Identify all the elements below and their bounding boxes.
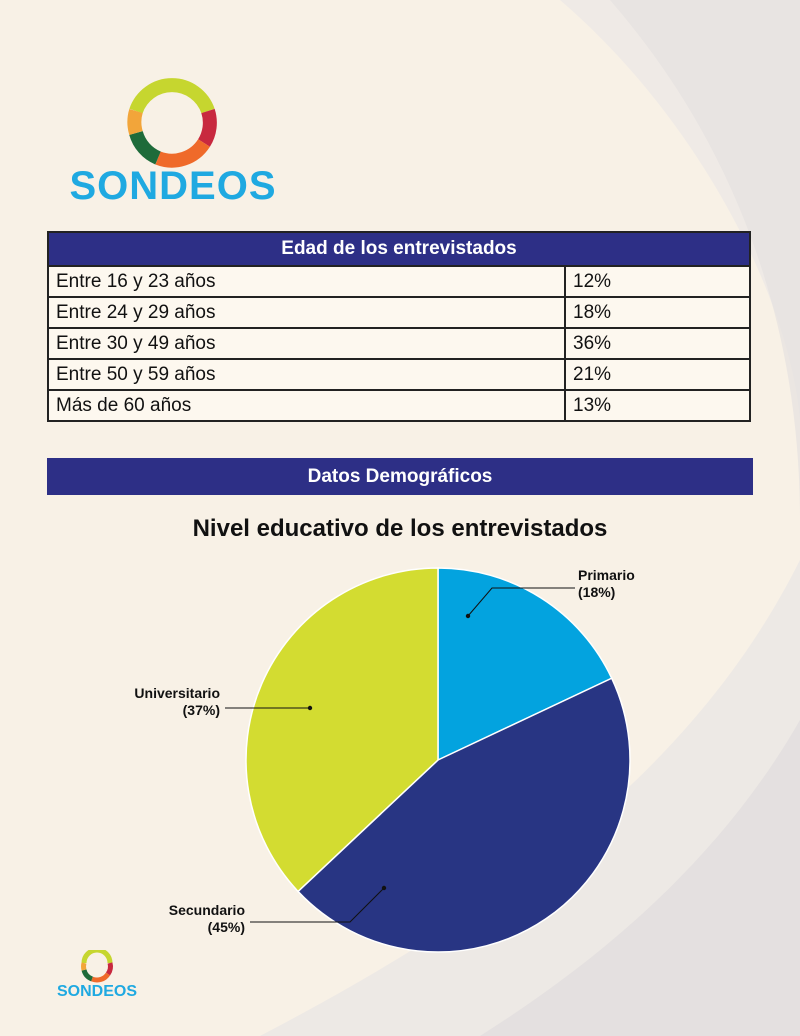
logo-wordmark: SONDEOS	[69, 164, 277, 208]
age-range-value: 18%	[565, 297, 750, 328]
chart-title: Nivel educativo de los entrevistados	[192, 515, 608, 542]
logo-ring-icon	[50, 950, 144, 984]
section-header: Datos Demográficos	[47, 458, 753, 495]
age-range-value: 21%	[565, 359, 750, 390]
age-range-value: 12%	[565, 266, 750, 297]
sondeos-logo-small	[50, 950, 144, 1006]
slice-label: Primario	[578, 567, 635, 583]
slice-label: Secundario	[168, 902, 245, 918]
logo-wordmark: SONDEOS	[56, 983, 137, 1000]
age-range-label: Más de 60 años	[48, 390, 565, 421]
age-table-header: Edad de los entrevistados	[48, 232, 750, 266]
slice-percentage-label: (18%)	[578, 584, 616, 600]
age-range-label: Entre 30 y 49 años	[48, 328, 565, 359]
age-range-value: 13%	[565, 390, 750, 421]
callout-dot	[382, 886, 386, 890]
age-range-value: 36%	[565, 328, 750, 359]
slice-percentage-label: (45%)	[207, 919, 245, 935]
age-range-label: Entre 24 y 29 años	[48, 297, 565, 328]
age-range-label: Entre 16 y 23 años	[48, 266, 565, 297]
callout-dot	[308, 706, 312, 710]
slice-label: Universitario	[134, 685, 220, 701]
callout-dot	[466, 614, 470, 618]
age-range-label: Entre 50 y 59 años	[48, 359, 565, 390]
slice-percentage-label: (37%)	[182, 702, 220, 718]
